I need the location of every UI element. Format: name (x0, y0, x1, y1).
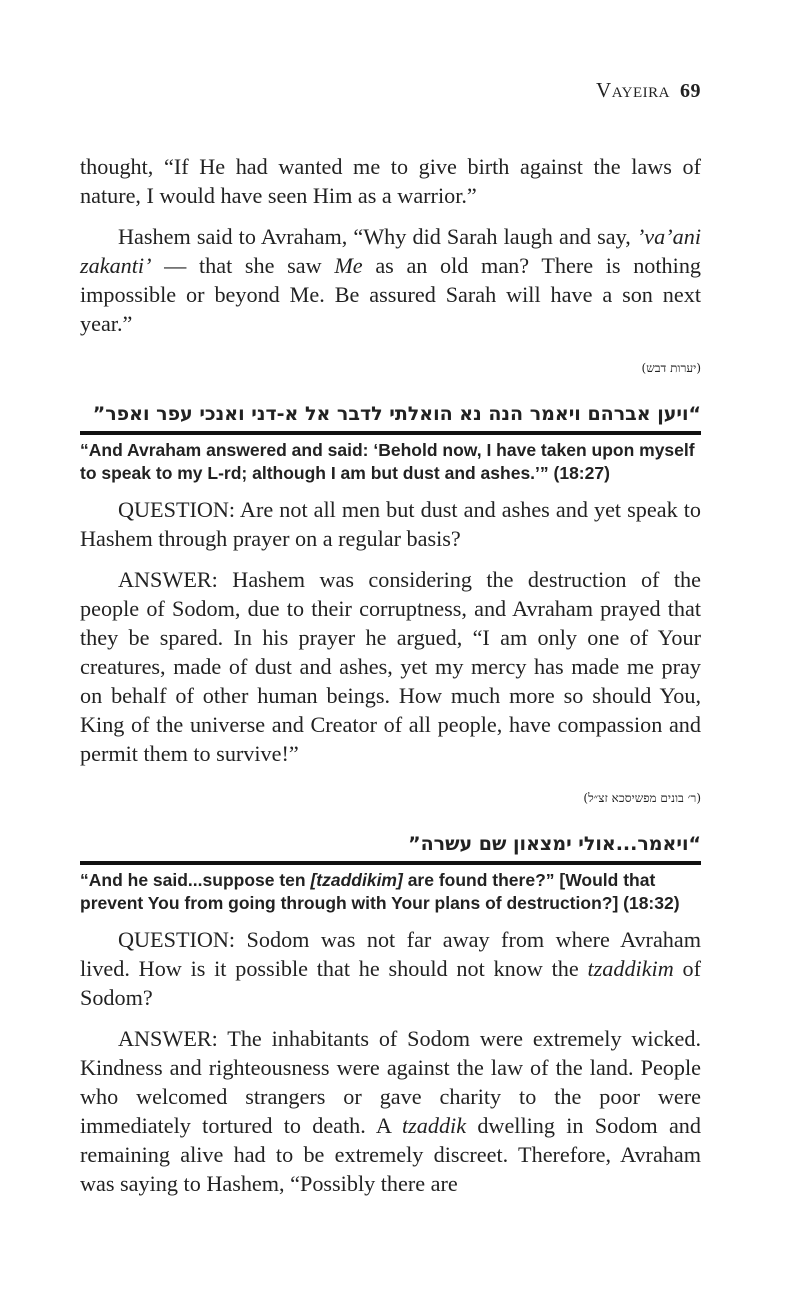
english-verse-translation: “And Avraham answered and said: ‘Behold now, I have taken upon myself to speak to my L-rd; although I am but dust and ashes.’” (18:27) (80, 440, 695, 483)
answer-paragraph: ANSWER: Hashem was considering the destruction of the people of Sodom, due to their corruptness, and Avraham prayed that they be spared. In his prayer he argued, “I am only one of Your creatures, made of dust and ashes, yet my mercy has made me pray on behalf of other human beings. How much more so should You, King of the universe and Creator of all people, have compassion and permit them to survive!” (80, 567, 701, 766)
question-paragraph: QUESTION: Are not all men but dust and ashes and yet speak to Hashem through prayer on a regular basis? (80, 497, 701, 551)
hebrew-verse-heading: “ויאמר...אולי ימצאון שם עשרה” (80, 831, 701, 865)
italic-run: tzaddik (401, 1113, 467, 1138)
page-body (80, 152, 701, 1210)
running-header (596, 78, 701, 103)
paragraph-continuation: thought, “If He had wanted me to give birth against the laws of nature, I would have seen Him as a warrior.” (80, 154, 701, 208)
source-citation: (יערות דבש) (641, 361, 701, 375)
source-citation-wrap (80, 780, 701, 809)
english-verse-translation (80, 869, 701, 915)
text-run: as an old man? There is nothing impossible or beyond Me. Be assured Sarah will have a son next year.” (80, 253, 701, 336)
source-citation: (ר׳ בונים מפשיסכא זצ״ל) (583, 791, 701, 805)
text-run: dwelling in Sodom and remaining alive had to be extremely discreet. Therefore, Avraham was saying to Hashem, “Possibly there are (80, 1113, 701, 1196)
book-page (80, 0, 701, 1300)
text-run: ANSWER: The inhabitants of Sodom were extremely wicked. Kindness and righteousness were against the law of the land. People who welcomed strangers or gave charity to the poor were immediately tortured to death. A (80, 1026, 701, 1138)
answer-paragraph (80, 1024, 701, 1198)
paragraph-hashem-said (80, 222, 701, 338)
text-run: Hashem said to Avraham, “Why did Sarah laugh and say, (118, 224, 637, 249)
text-run: — that she saw (151, 253, 335, 278)
text-run: of Sodom? (80, 956, 701, 1010)
italic-run: ’va’ani zakanti’ (80, 224, 701, 278)
italic-run: tzaddikim (587, 956, 674, 981)
source-citation-wrap (80, 350, 701, 379)
running-title: Vayeira (596, 78, 670, 102)
question-paragraph (80, 925, 701, 1012)
text-run: “And he said...suppose ten (80, 870, 311, 890)
italic-run: Me (334, 253, 363, 278)
page-number: 69 (680, 80, 701, 102)
text-run: QUESTION: Sodom was not far away from where Avraham lived. How is it possible that he should not know the (80, 927, 701, 981)
italic-run: [tzaddikim] (310, 870, 403, 890)
text-run: are found there?” [Would that prevent You from going through with Your plans of destruction?] (18:32) (80, 870, 680, 913)
hebrew-verse-heading: “ויען אברהם ויאמר הנה נא הואלתי לדבר אל א-דני ואנכי עפר ואפר” (80, 401, 701, 435)
